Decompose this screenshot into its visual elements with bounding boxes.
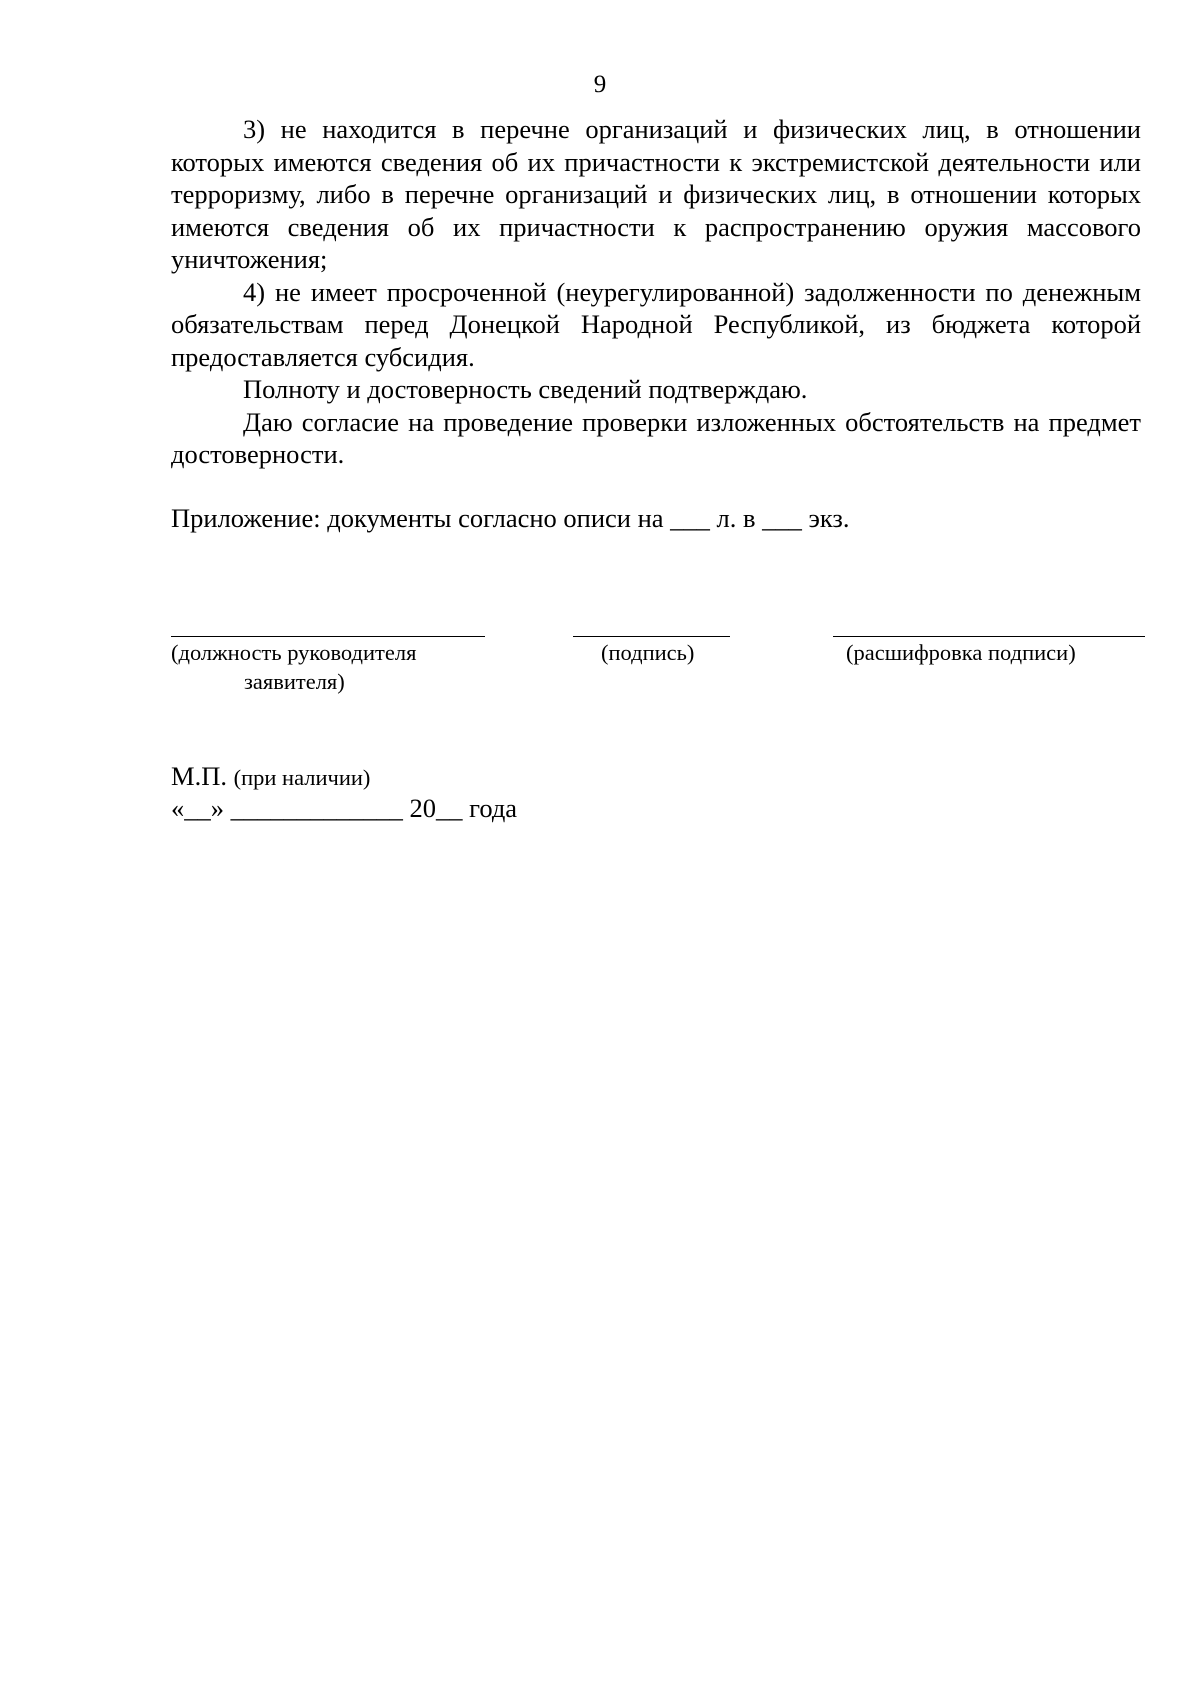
paragraph-item-3: 3) не находится в перечне организаций и физических лиц, в отношении которых имеются сведения об их причастности к экстремистской деятельности или терроризму, либо в перечне организаций и физических лиц, в отношении которых имеются сведения об их причастности к распространению оружия массового уничтожения; xyxy=(171,114,1141,274)
page-number: 9 xyxy=(593,71,607,98)
position-caption-cont: заявителя) xyxy=(244,669,345,694)
paragraph-consent: Даю согласие на проведение проверки изложенных обстоятельств на предмет достоверности. xyxy=(171,406,1141,469)
signature-caption: (подпись) xyxy=(601,640,695,665)
stamp-note: (при наличии) xyxy=(233,765,371,790)
attachment-line: Приложение: документы согласно описи на ___ л. в ___ экз. xyxy=(171,503,850,533)
date-line: «__» _____________ 20__ года xyxy=(171,793,518,823)
signature-decoding-line xyxy=(833,636,1145,637)
paragraph-confirmation: Полноту и достоверность сведений подтверждаю. xyxy=(243,374,808,404)
position-caption: (должность руководителя xyxy=(171,640,417,665)
signature-line xyxy=(573,636,730,637)
stamp-label: М.П. xyxy=(171,761,227,791)
body-text xyxy=(171,113,1141,471)
paragraph-item-4: 4) не имеет просроченной (неурегулированной) задолженности по денежным обязательствам перед Донецкой Народной Республикой, из бюджета которой предоставляется субсидия. xyxy=(171,276,1141,372)
position-signature-line xyxy=(171,636,485,637)
stamp-line xyxy=(171,760,370,794)
signature-decoding-caption: (расшифровка подписи) xyxy=(846,640,1076,665)
